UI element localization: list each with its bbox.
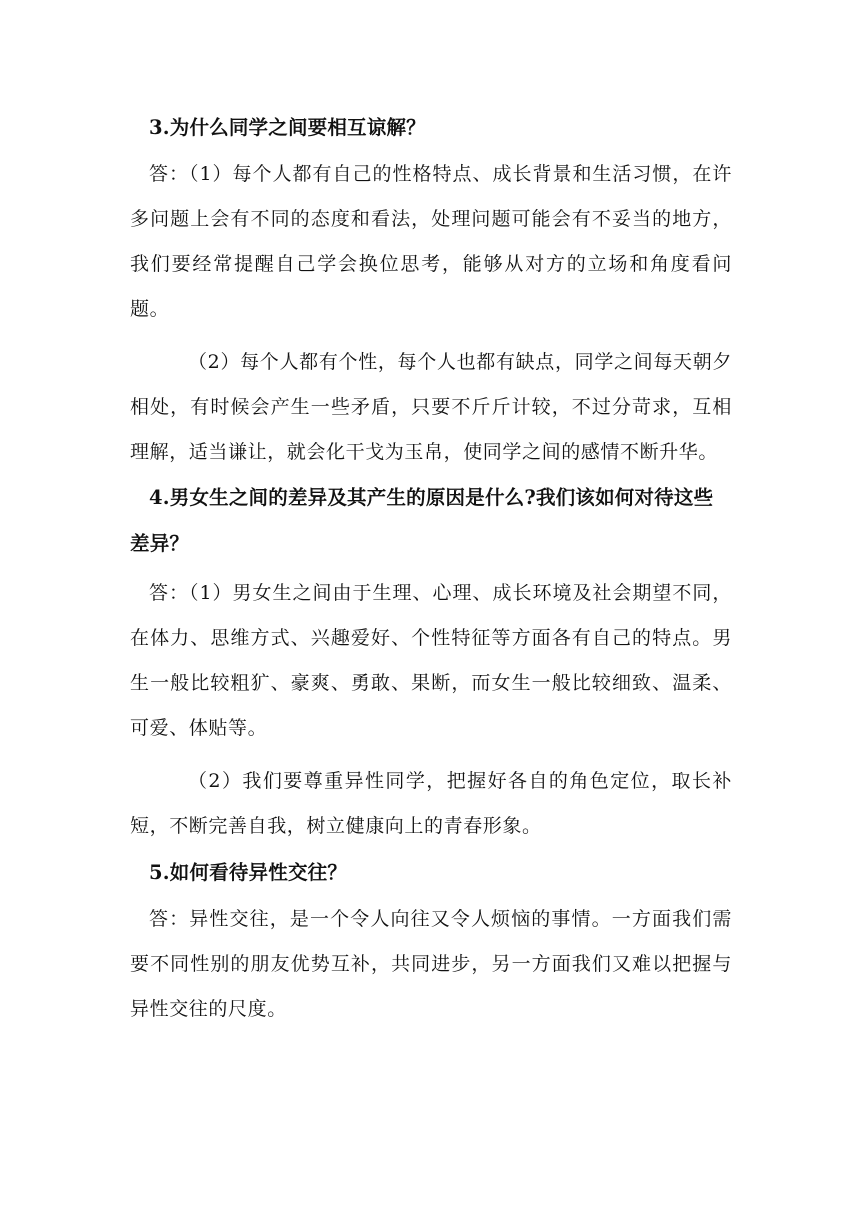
question-4-title: 4.男女生之间的差异及其产生的原因是什么?我们该如何对待这些差异？ <box>130 486 714 555</box>
question-4-answer-2: （2）我们要尊重异性同学，把握好各自的角色定位，取长补短，不断完善自我，树立健康向上的青春形象。 <box>130 770 732 837</box>
question-4-answer-1: 答：（1）男女生之间由于生理、心理、成长环境及社会期望不同，在体力、思维方式、兴趣爱好、个性特征等方面各有自己的特点。男生一般比较粗犷、豪爽、勇敢、果断，而女生一般比较细致、温柔、可爱、体贴等。 <box>130 582 732 739</box>
question-3-title: 3.为什么同学之间要相互谅解？ <box>149 116 426 139</box>
question-3-answer-2: （2）每个人都有个性，每个人也都有缺点，同学之间每天朝夕相处，有时候会产生一些矛盾，只要不斤斤计较，不过分苛求，互相理解，适当谦让，就会化干戈为玉帛，使同学之间的感情不断升华。 <box>130 351 732 463</box>
question-5-title: 5.如何看待异性交往？ <box>149 861 348 884</box>
document-page <box>130 108 732 1032</box>
question-3-answer-1: 答：（1）每个人都有自己的性格特点、成长背景和生活习惯，在许多问题上会有不同的态度和看法，处理问题可能会有不妥当的地方，我们要经常提醒自己学会换位思考，能够从对方的立场和角度看问题。 <box>130 163 732 320</box>
question-5-answer-1: 答：异性交往，是一个令人向往又令人烦恼的事情。一方面我们需要不同性别的朋友优势互补，共同进步，另一方面我们又难以把握与异性交往的尺度。 <box>130 908 732 1020</box>
